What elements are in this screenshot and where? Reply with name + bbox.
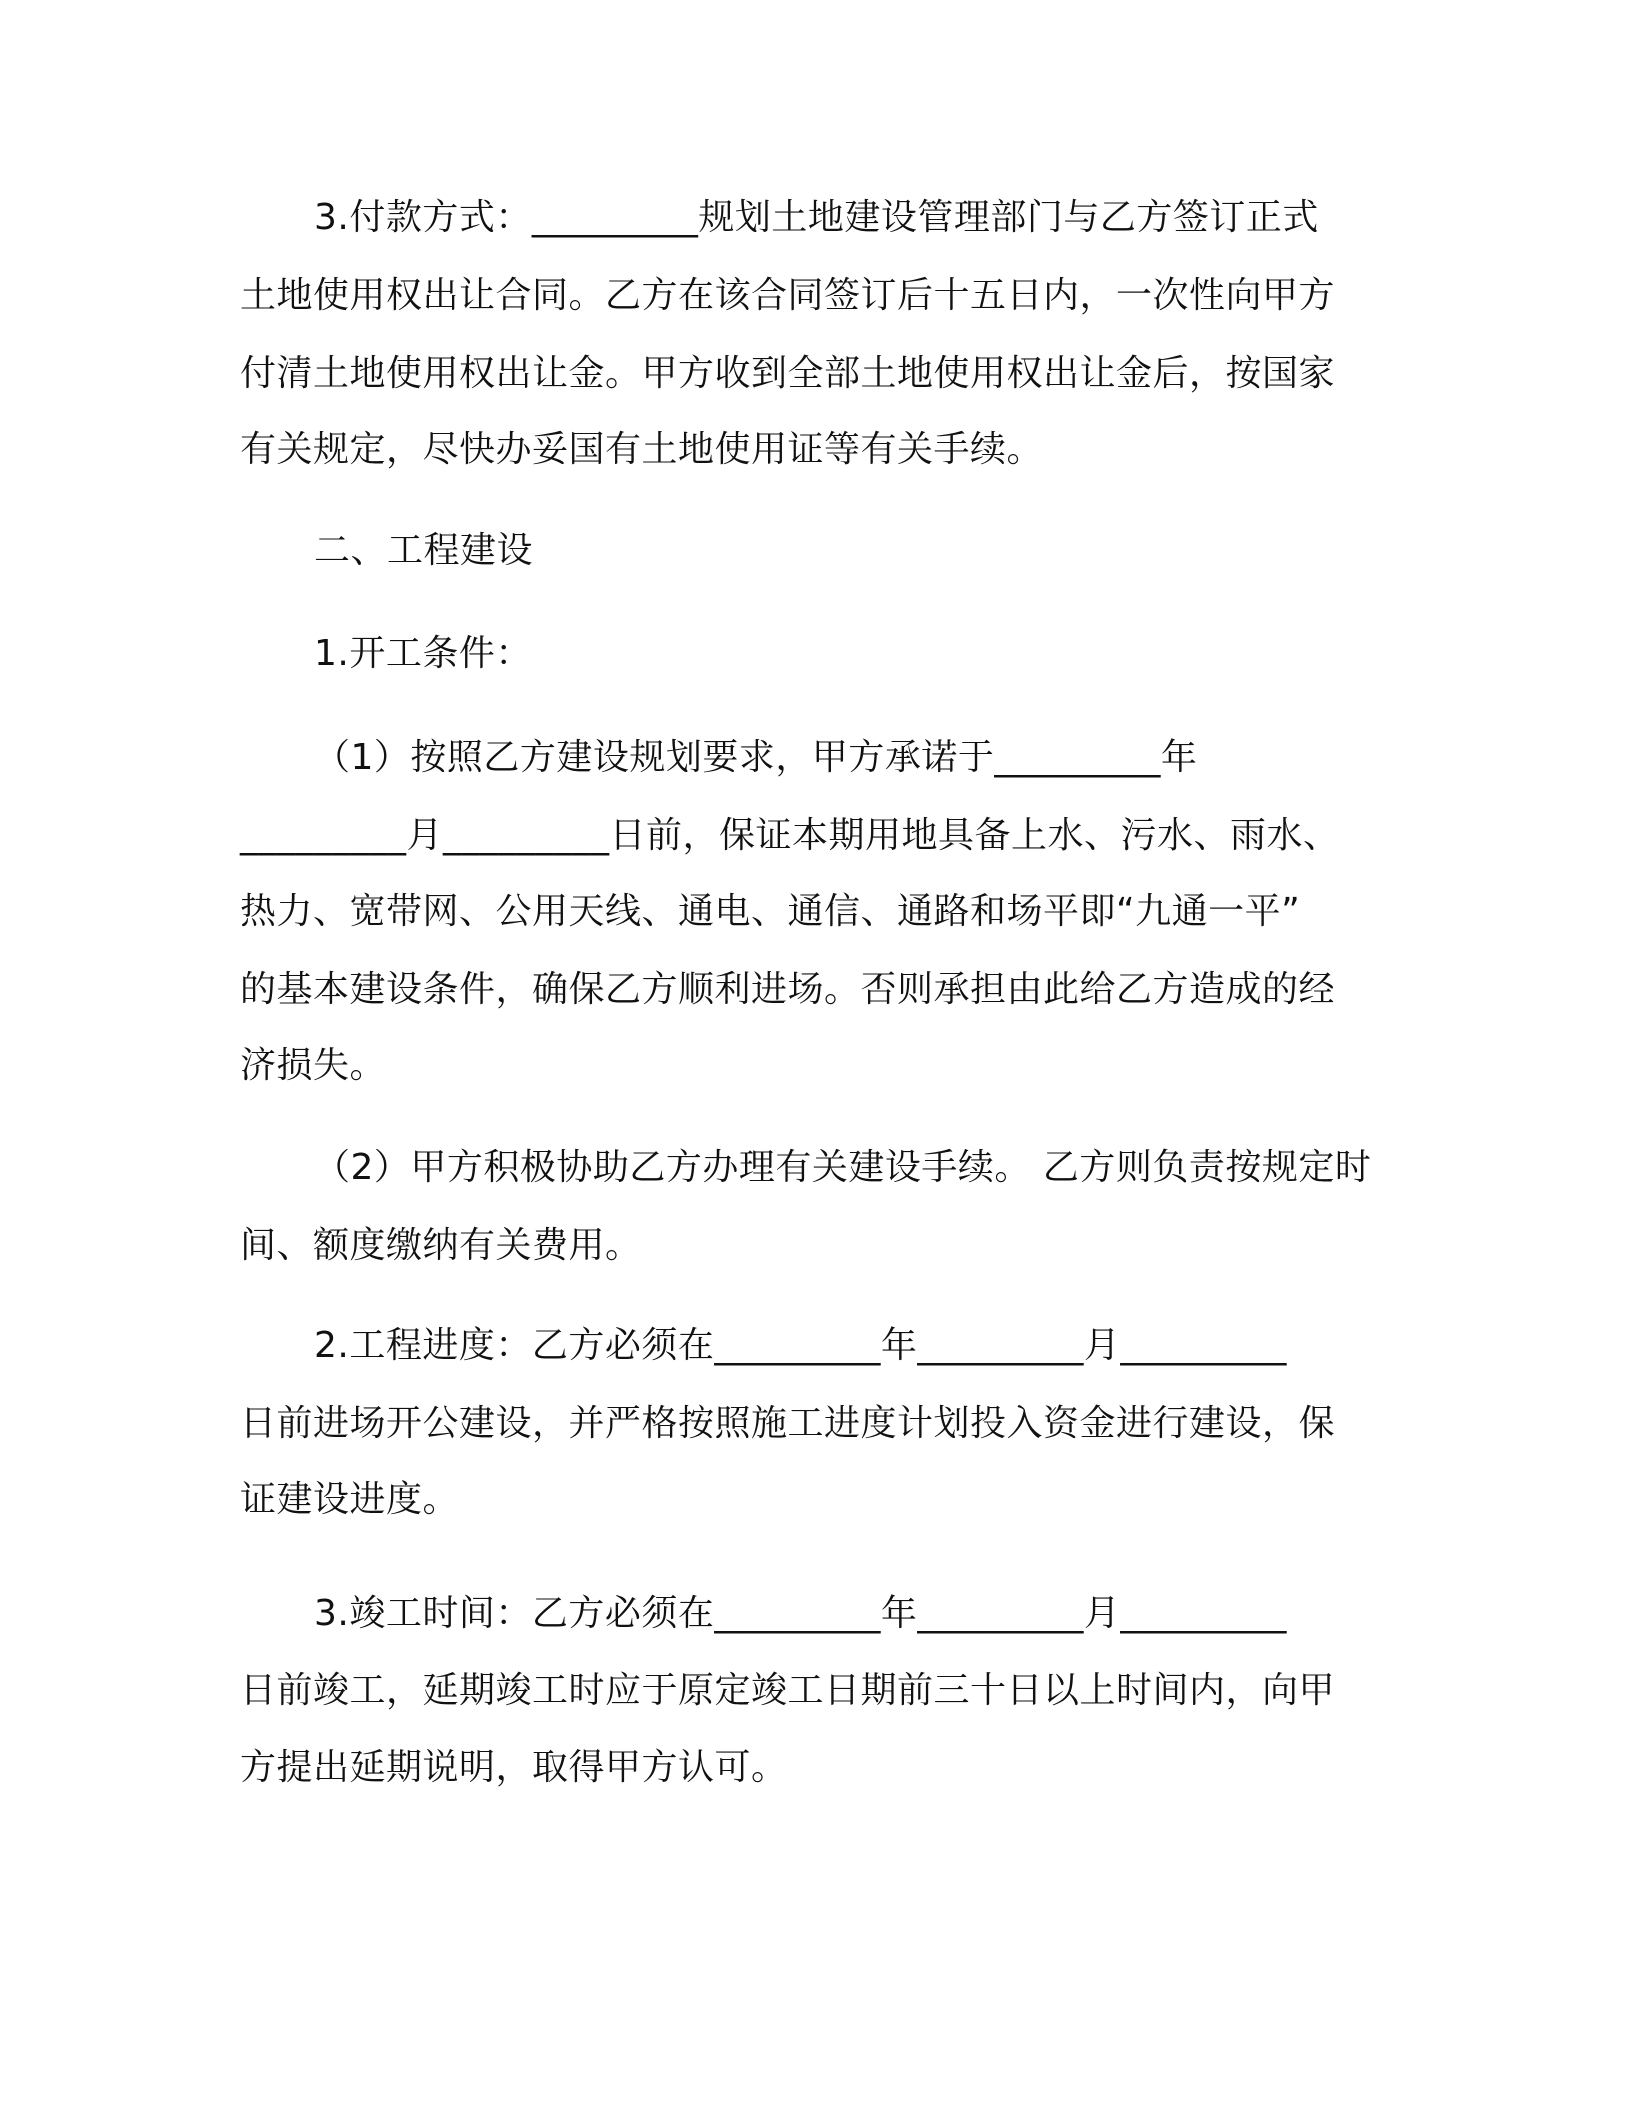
completion-line-2: 日前竣工，延期竣工时应于原定竣工日期前三十日以上时间内，向甲 <box>240 1670 1336 1711</box>
progress-line-3: 证建设进度。 <box>240 1479 460 1520</box>
condition-1-line-1: （1）按照乙方建设规划要求，甲方承诺于_________年 <box>314 737 1198 778</box>
condition-2-line-1: （2）甲方积极协助乙方办理有关建设手续。 乙方则负责按规定时 <box>314 1147 1372 1188</box>
condition-1-line-5: 济损失。 <box>240 1045 387 1086</box>
progress-line-2: 日前进场开公建设，并严格按照施工进度计划投入资金进行建设，保 <box>240 1403 1336 1444</box>
payment-method-line-2: 土地使用权出让合同。乙方在该合同签订后十五日内，一次性向甲方 <box>240 275 1336 316</box>
section-heading-construction: 二、工程建设 <box>314 530 534 571</box>
condition-1-line-2: _________月_________日前，保证本期用地具备上水、污水、雨水、 <box>240 815 1340 856</box>
completion-line-3: 方提出延期说明，取得甲方认可。 <box>240 1747 788 1788</box>
condition-2-line-2: 间、额度缴纳有关费用。 <box>240 1225 642 1266</box>
progress-line-1: 2.工程进度：乙方必须在_________年_________月_________ <box>314 1325 1287 1366</box>
condition-1-line-3: 热力、宽带网、公用天线、通电、通信、通路和场平即“九通一平” <box>240 891 1301 932</box>
completion-line-1: 3.竣工时间：乙方必须在_________年_________月_________ <box>314 1593 1287 1634</box>
payment-method-line-1: 3.付款方式：_________规划土地建设管理部门与乙方签订正式 <box>314 197 1319 238</box>
condition-1-line-4: 的基本建设条件，确保乙方顺利进场。否则承担由此给乙方造成的经 <box>240 969 1336 1010</box>
start-conditions-heading: 1.开工条件： <box>314 633 532 674</box>
payment-method-line-3: 付清土地使用权出让金。甲方收到全部土地使用权出让金后，按国家 <box>240 353 1336 394</box>
payment-method-line-4: 有关规定，尽快办妥国有土地使用证等有关手续。 <box>240 429 1044 470</box>
